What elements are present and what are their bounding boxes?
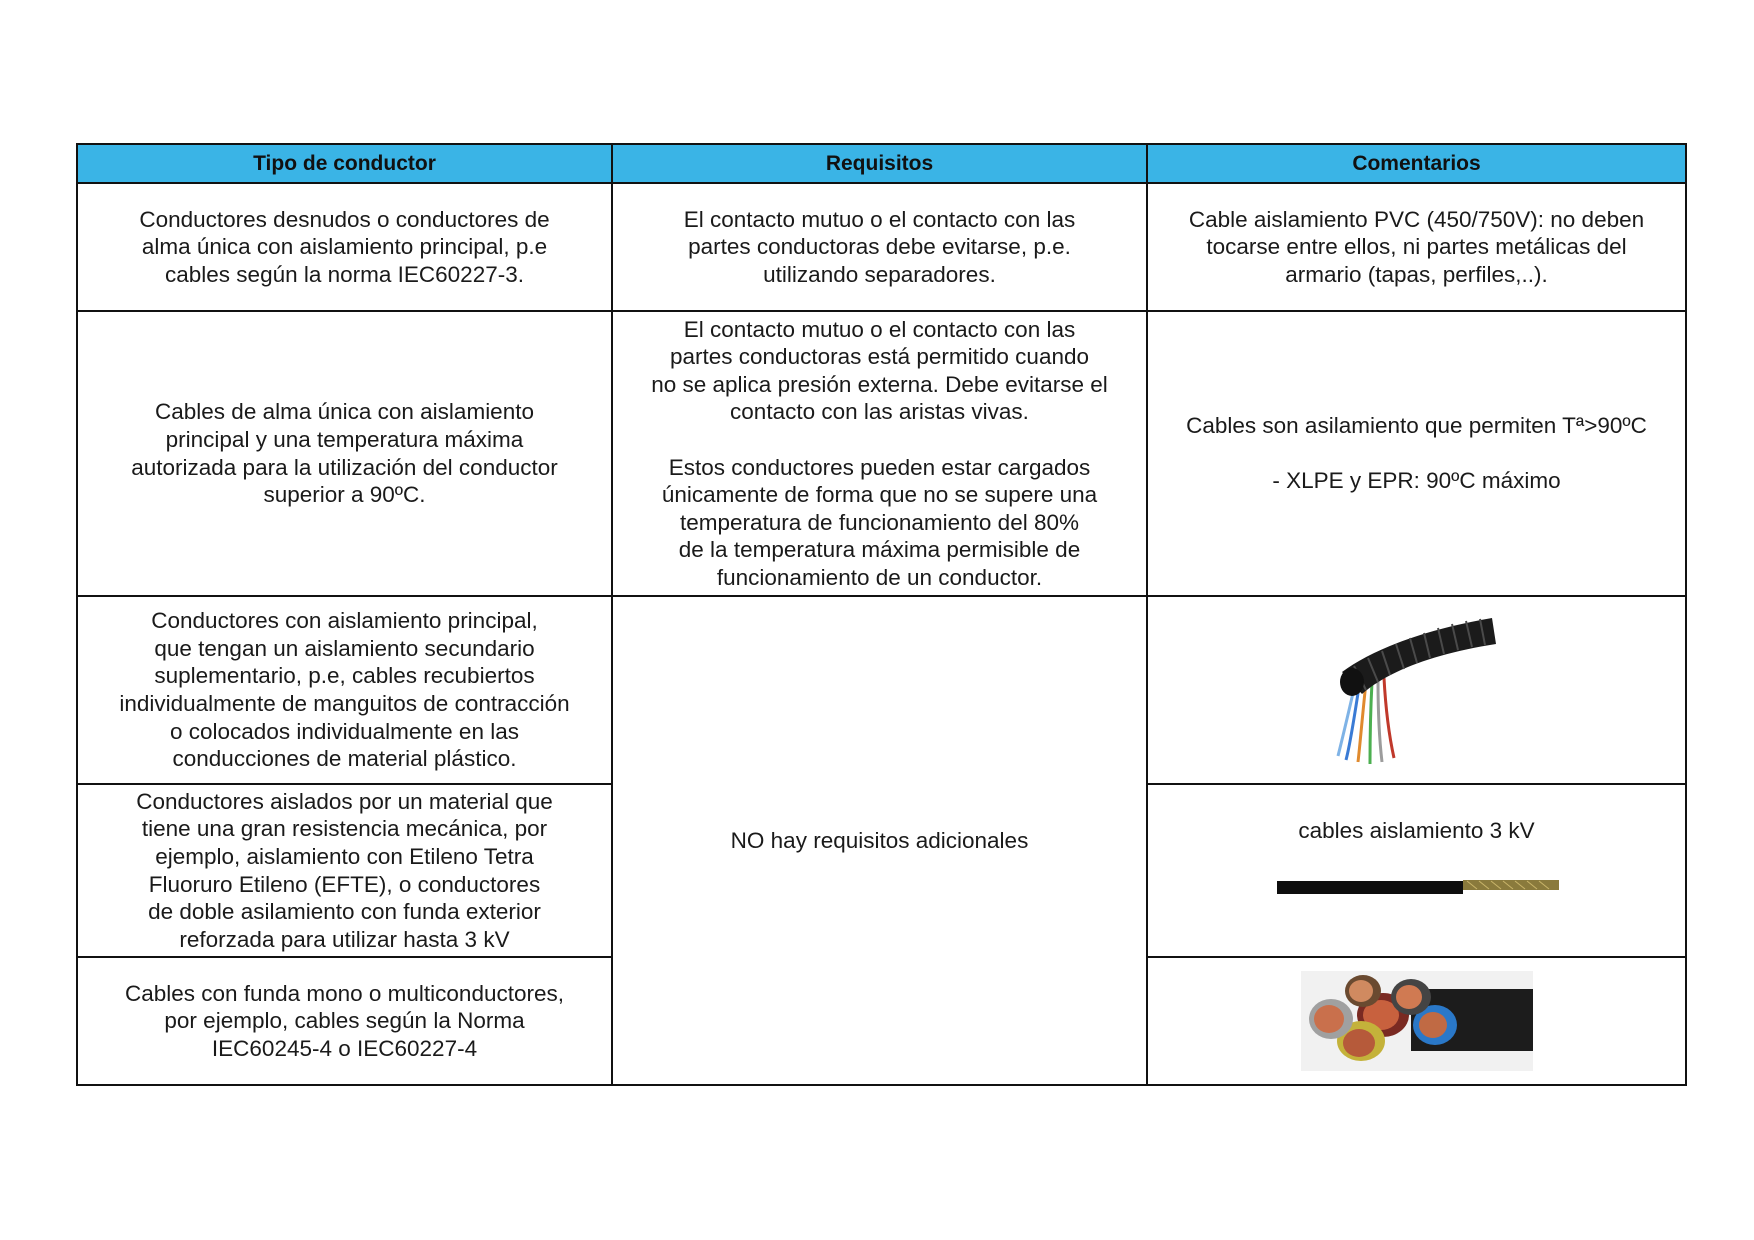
table-row [77,311,1686,596]
cell-tipo: Conductores con aislamiento principal, que tengan un aislamiento secundario suplementario, p.e, cables recubiertos individualmente de manguitos de contracción o colocados individualmente en las conducciones de material plástico. [77,596,612,784]
cell-comentarios: Cables son asilamiento que permiten Tª>90ºC - XLPE y EPR: 90ºC máximo [1147,311,1686,596]
cell-comentarios: Cable aislamiento PVC (450/750V): no deben tocarse entre ellos, ni partes metálicas del armario (tapas, perfiles,..). [1147,183,1686,311]
cell-requisitos: El contacto mutuo o el contacto con las partes conductoras está permitido cuando no se aplica presión externa. Debe evitarse el contacto con las aristas vivas. Estos conductores pueden estar cargados únicamente de forma que no se supere una temperatura de funcionamiento del 80% de la temperatura máxima permisible de funcionamiento de un conductor. [612,311,1147,596]
cell-comentarios [1147,596,1686,784]
cell-comentarios: cables aislamiento 3 kV [1147,784,1686,957]
header-tipo-de-conductor: Tipo de conductor [77,144,612,183]
conductor-requirements-table [76,143,1687,1086]
cell-comentarios [1147,957,1686,1085]
cell-tipo: Conductores desnudos o conductores de alma única con aislamiento principal, p.e cables según la norma IEC60227-3. [77,183,612,311]
cell-tipo: Conductores aislados por un material que tiene una gran resistencia mecánica, por ejemplo, aislamiento con Etileno Tetra Fluoruro Etileno (EFTE), o conductores de doble asilamiento con funda exterior reforzada para utilizar hasta 3 kV [77,784,612,957]
cell-tipo: Cables de alma única con aislamiento principal y una temperatura máxima autorizada para la utilización del conductor superior a 90ºC. [77,311,612,596]
table-row [77,183,1686,311]
header-requisitos: Requisitos [612,144,1147,183]
table-row [77,596,1686,784]
document-page [76,143,1685,1086]
table-header-row [77,144,1686,183]
corrugated-conduit-cable-photo-icon [1332,610,1502,770]
cell-requisitos-shared: NO hay requisitos adicionales [612,596,1147,1085]
cell-tipo: Cables con funda mono o multiconductores, por ejemplo, cables según la Norma IEC60245-4 o IEC60227-4 [77,957,612,1085]
insulated-wire-photo-icon [1267,872,1567,902]
header-comentarios: Comentarios [1147,144,1686,183]
cell-requisitos: El contacto mutuo o el contacto con las partes conductoras debe evitarse, p.e. utilizando separadores. [612,183,1147,311]
multicore-cable-photo-icon [1301,971,1533,1071]
